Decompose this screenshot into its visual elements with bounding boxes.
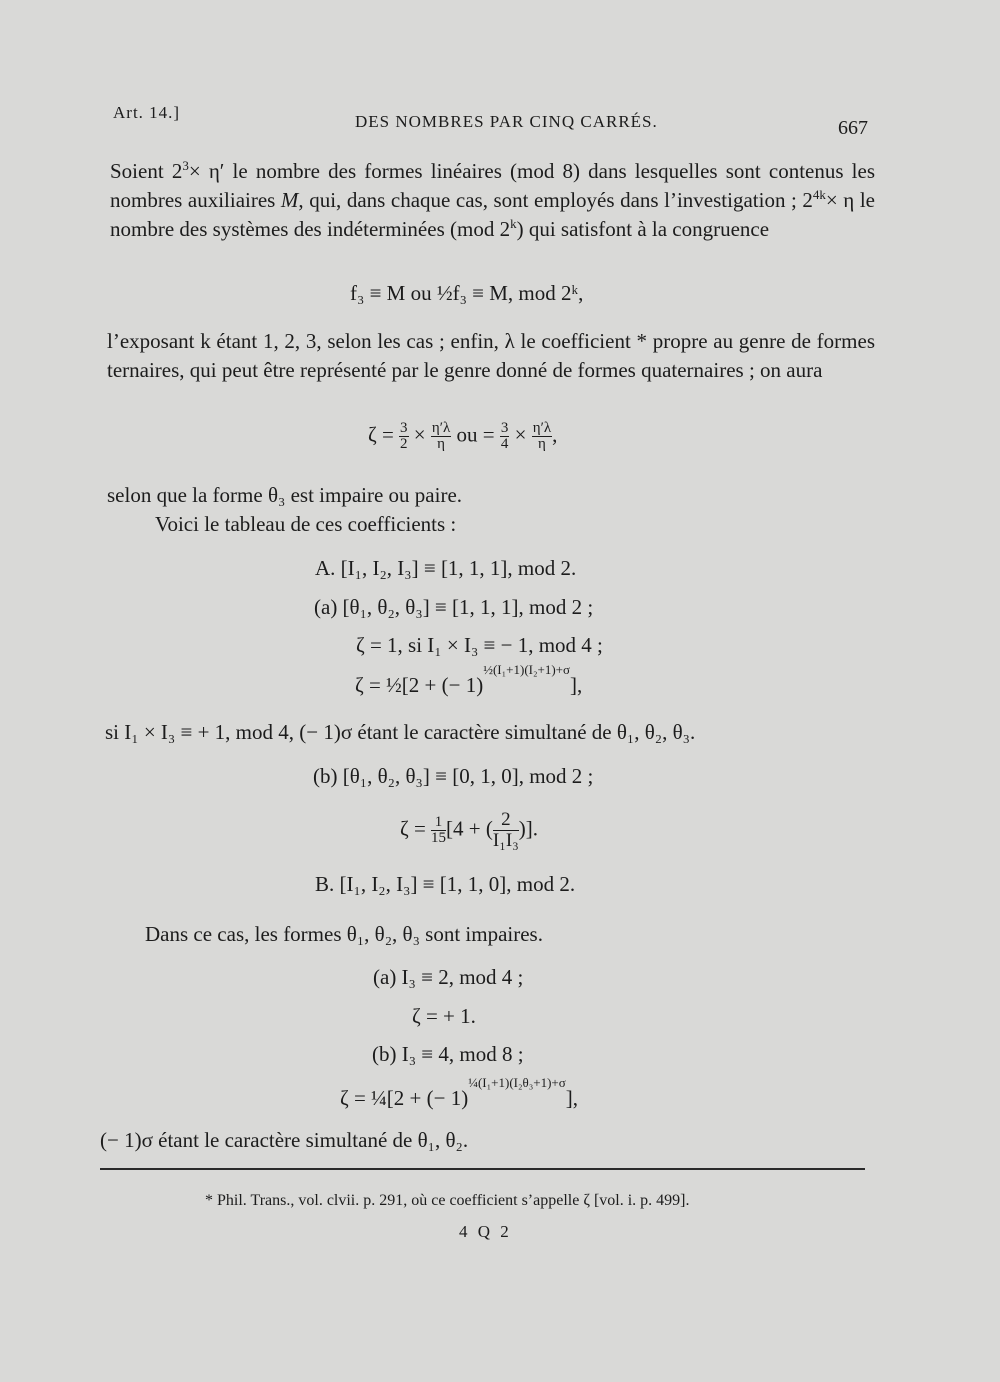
page-number: 667: [838, 117, 868, 139]
equation-A-a-2: ζ = ½[2 + (− 1)$^{\frac{1}{2}(I_1+1)(I_2+1)+\sigma}$],: [355, 662, 583, 697]
case-B-a: (a) I₃ ≡ 2, mod 4 ;: [373, 965, 524, 989]
equation-A-a-1: ζ = 1, si I₁ × I₃ ≡ − 1, mod 4 ;: [356, 633, 603, 657]
equation-B-b: ζ = ¼[2 + (− 1)$^{\frac{1}{4}(I_1+1)(I_2\theta_3+1)+\sigma}$],: [340, 1075, 579, 1110]
case-A-a: (a) [θ₁, θ₂, θ₃] ≡ [1, 1, 1], mod 2 ;: [314, 595, 594, 619]
case-B-b: (b) I₃ ≡ 4, mod 8 ;: [372, 1042, 524, 1066]
paragraph-B: Dans ce cas, les formes θ₁, θ₂, θ₃ sont impaires.: [145, 922, 543, 946]
case-A-b: (b) [θ₁, θ₂, θ₃] ≡ [0, 1, 0], mod 2 ;: [313, 764, 594, 788]
case-A: A. [I₁, I₂, I₃] ≡ [1, 1, 1], mod 2.: [315, 556, 577, 580]
paragraph-1: Soient $2^3\times \eta'$ le nombre des formes linéaires (mod 8) dans lesquelles sont contenus les nombres auxiliaires M, qui, dans chaque cas, sont employés dans l’investigation ; $2^{4k}\times \eta$ le nombre des systèmes des indéterminées (mod 2$^k$) qui satisfont à la congruence: [110, 158, 875, 241]
paragraph-2: l’exposant k étant 1, 2, 3, selon les cas ; enfin, λ le coefficient * propre au genre de formes ternaires, qui peut être représenté par le genre donné de formes quaternaires ; on aura: [107, 329, 875, 382]
paragraph-4: Voici le tableau de ces coefficients :: [155, 512, 457, 536]
equation-B-a: ζ = + 1.: [412, 1004, 476, 1028]
paragraph-3: selon que la forme θ₃ est impaire ou paire.: [107, 483, 463, 507]
running-title: DES NOMBRES PAR CINQ CARRÉS.: [355, 112, 658, 131]
signature-mark: 4 Q 2: [459, 1222, 512, 1241]
equation-A-b: ζ = $\frac{1}{15}$ [4 + ( $\frac{2}{\text{I₁I₃}}$)].: [400, 809, 539, 851]
equation-congruence: f₃ ≡ M ou ½f₃ ≡ M, mod 2ᵏ,: [350, 281, 584, 305]
footnote: * Phil. Trans., vol. clvii. p. 291, où ce coefficient s’appelle ζ [vol. i. p. 499].: [205, 1192, 690, 1209]
paragraph-A: si I₁ × I₃ ≡ + 1, mod 4, (− 1)σ étant le caractère simultané de θ₁, θ₂, θ₃.: [105, 720, 696, 744]
article-label: Art. 14.]: [113, 103, 181, 122]
case-B: B. [I₁, I₂, I₃] ≡ [1, 1, 0], mod 2.: [315, 872, 576, 896]
paragraph-end: (− 1)σ étant le caractère simultané de θ₁, θ₂.: [100, 1128, 469, 1152]
equation-zeta: ζ = $\frac{3}{2}$ × $\frac{\eta'\lambda}{\eta}$ ou = $\frac{3}{4}$ × $\frac{\eta'\lambda}{\eta}$ ,: [368, 420, 558, 452]
footnote-rule: [100, 1168, 865, 1170]
